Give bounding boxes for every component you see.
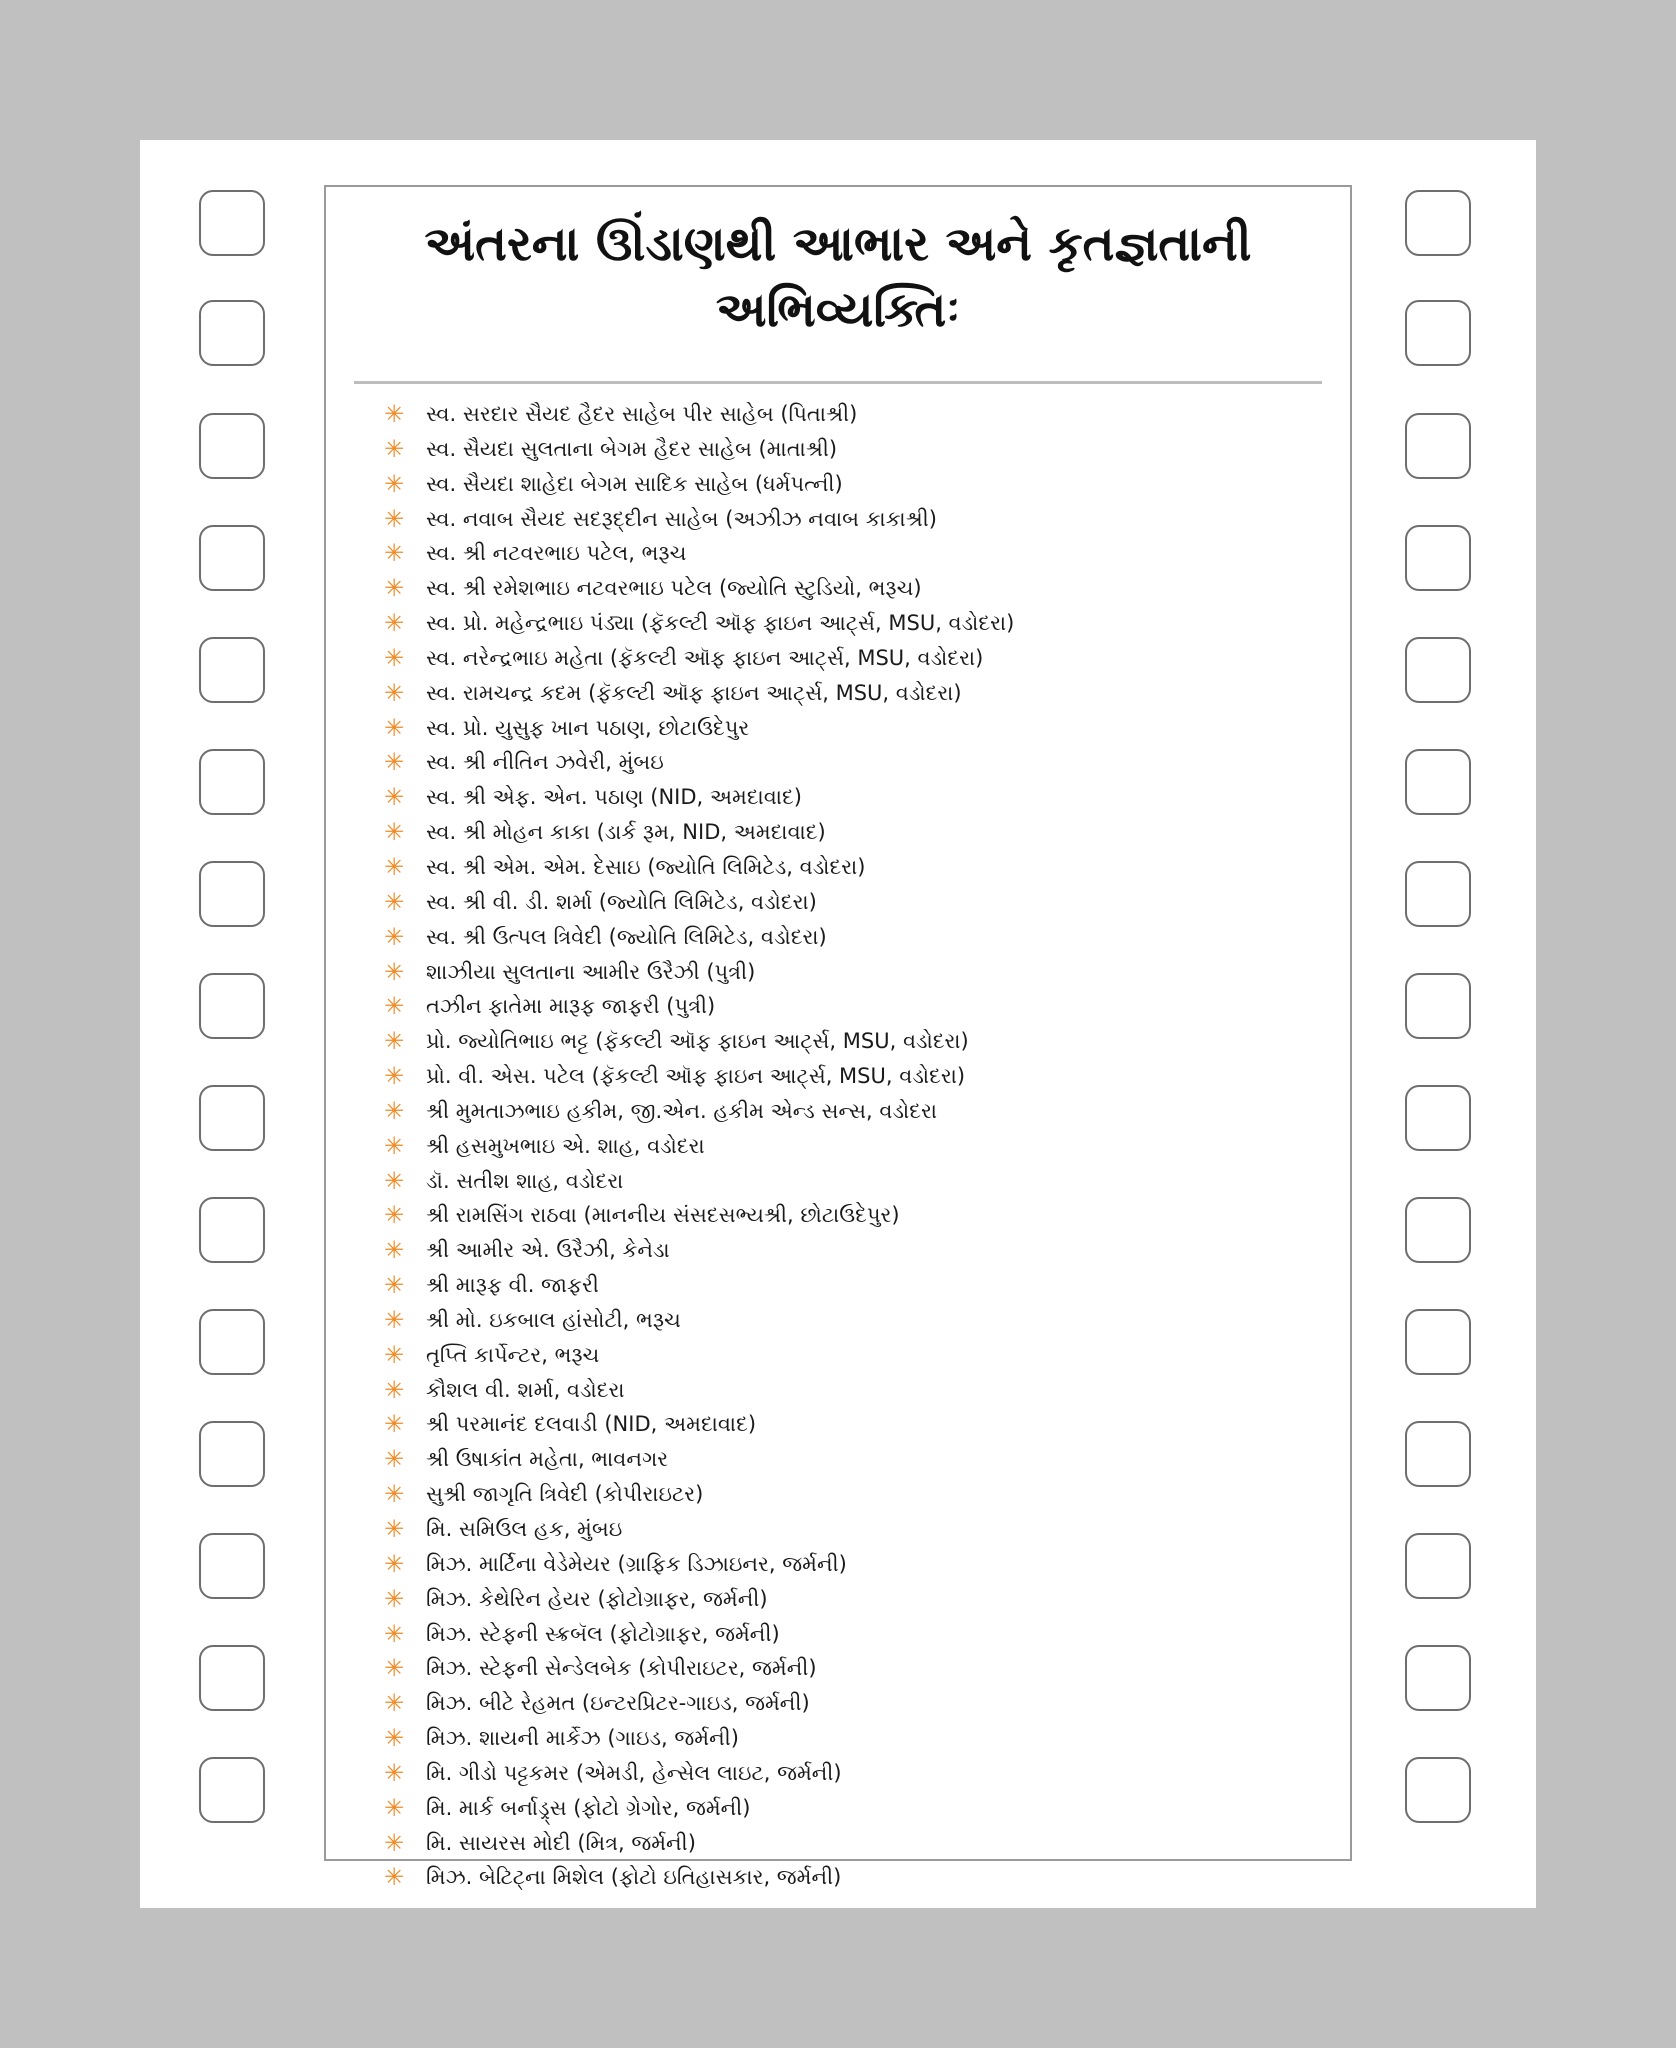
list-item: [384, 432, 1334, 467]
list-item-label: મિઝ. બેટિટ્ના મિશેલ (ફોટો ઇતિહાસકાર, જર્મની): [426, 1865, 842, 1890]
list-item-label: શ્રી ઉષાકાંત મહેતા, ભાવનગર: [426, 1447, 669, 1472]
sprocket-hole: [199, 861, 265, 927]
asterisk-flower-icon: ✳: [384, 643, 405, 672]
asterisk-flower-icon: ✳: [384, 1375, 405, 1404]
sprocket-hole: [199, 1085, 265, 1151]
list-item: [384, 1791, 1334, 1826]
list-item: [384, 745, 1334, 780]
asterisk-flower-icon: ✳: [384, 1515, 405, 1543]
list-item: [384, 502, 1334, 537]
asterisk-flower-icon: ✳: [384, 1689, 405, 1718]
sprocket-hole: [1405, 1197, 1471, 1263]
asterisk-flower-icon: ✳: [384, 1445, 405, 1474]
list-item: [384, 1617, 1334, 1652]
sprocket-hole: [1405, 1757, 1471, 1823]
asterisk-flower-icon: ✳: [384, 539, 405, 568]
list-item-label: મિઝ. શાયની માર્કેઝ (ગાઇડ, જર્મની): [426, 1726, 739, 1751]
list-item-label: સ્વ. સરદાર સૈયદ હૈદર સાહેબ પીર સાહેબ (પિતાશ્રી): [426, 402, 858, 426]
asterisk-flower-icon: ✳: [384, 1271, 405, 1300]
list-item-label: તૃપ્તિ કાર્પેન્ટર, ભરૂચ: [426, 1342, 600, 1367]
sprocket-hole: [199, 1757, 265, 1823]
list-item-label: શ્રી હસમુખભાઇ એ. શાહ, વડોદરા: [426, 1133, 705, 1158]
sprocket-hole: [199, 1197, 265, 1263]
asterisk-flower-icon: ✳: [384, 1828, 405, 1857]
list-item: [384, 606, 1334, 641]
list-item-label: શાઝીયા સુલતાના આમીર ઉરૈઝી (પુત્રી): [426, 959, 756, 984]
asterisk-flower-icon: ✳: [384, 400, 405, 428]
asterisk-flower-icon: ✳: [384, 887, 405, 916]
list-item: [384, 536, 1334, 571]
sprocket-hole: [199, 1421, 265, 1487]
list-item: [384, 711, 1334, 746]
list-item-label: શ્રી મુમતાઝભાઇ હકીમ, જી.એન. હકીમ એન્ડ સન્સ, વડોદરા: [426, 1098, 937, 1123]
asterisk-flower-icon: ✳: [384, 1131, 405, 1160]
list-item: [384, 1268, 1334, 1303]
sprocket-hole: [199, 973, 265, 1039]
asterisk-flower-icon: ✳: [384, 1305, 405, 1334]
list-item: [384, 1164, 1334, 1199]
film-sheet: [140, 140, 1536, 1908]
sprocket-hole: [1405, 1533, 1471, 1599]
list-item: [384, 955, 1334, 990]
list-item: [384, 397, 1334, 432]
list-item-label: સ્વ. શ્રી વી. ડી. શર્મા (જ્યોતિ લિમિટેડ, વડોદરા): [426, 889, 817, 914]
acknowledgement-panel: [324, 185, 1352, 1892]
list-item-label: મિઝ. સ્ટેફની સેન્ડેલબેક (કોપીરાઇટર, જર્મની): [426, 1656, 817, 1681]
list-item: [384, 1129, 1334, 1164]
list-item-label: સુશ્રી જાગૃતિ ત્રિવેદી (કોપીરાઇટર): [426, 1482, 704, 1507]
list-item: [384, 1059, 1334, 1094]
asterisk-flower-icon: ✳: [384, 783, 405, 812]
list-item-label: સ્વ. શ્રી રમેશભાઇ નટવરભાઇ પટેલ (જ્યોતિ સ્ટુડિયો, ભરૂચ): [426, 576, 922, 601]
list-item-label: મિઝ. માર્ટિના વેડેમેયર (ગ્રાફિક ડિઝાઇનર, જર્મની): [426, 1551, 847, 1576]
list-item-label: મિ. સમિઉલ હક, મુંબઇ: [426, 1517, 623, 1541]
sprocket-hole: [199, 190, 265, 256]
list-item-label: મિઝ. સ્ટેફની સ્ક્રબૅલ (ફોટોગ્રાફર, જર્મની): [426, 1621, 780, 1646]
list-item: [384, 1721, 1334, 1756]
asterisk-flower-icon: ✳: [384, 748, 405, 777]
asterisk-flower-icon: ✳: [384, 1340, 405, 1369]
list-item: [384, 1094, 1334, 1129]
sprocket-hole: [1405, 1085, 1471, 1151]
list-item: [384, 1338, 1334, 1373]
list-item-label: તઝીન ફાતેમા મારૂફ જાફરી (પુત્રી): [426, 994, 716, 1019]
list-item: [384, 1477, 1334, 1512]
list-item-label: સ્વ. શ્રી નટવરભાઇ પટેલ, ભરૂચ: [426, 541, 687, 566]
list-item-label: સ્વ. શ્રી એમ. એમ. દેસાઇ (જ્યોતિ લિમિટેડ, વડોદરા): [426, 854, 866, 879]
asterisk-flower-icon: ✳: [384, 992, 405, 1021]
sprocket-hole: [199, 525, 265, 591]
sprocket-hole: [199, 1533, 265, 1599]
list-item-label: મિ. સાયરસ મોદી (મિત્ર, જર્મની): [426, 1830, 696, 1855]
asterisk-flower-icon: ✳: [384, 1166, 405, 1195]
list-item-label: કૌશલ વી. શર્મા, વડોદરા: [426, 1377, 625, 1402]
asterisk-flower-icon: ✳: [384, 1062, 405, 1091]
page-title: અંતરના ઊંડાણથી આભાર અને કૃતજ્ઞતાની અભિવ્યક્તિઃ: [424, 216, 1252, 338]
list-item-label: શ્રી મારૂફ વી. જાફરી: [426, 1273, 599, 1298]
asterisk-flower-icon: ✳: [384, 1619, 405, 1648]
asterisk-flower-icon: ✳: [384, 1793, 405, 1822]
list-item: [384, 780, 1334, 815]
list-item: [384, 641, 1334, 676]
asterisk-flower-icon: ✳: [384, 434, 405, 463]
list-item: [384, 1373, 1334, 1408]
sprocket-hole: [199, 413, 265, 479]
list-item-label: શ્રી રામસિંગ રાઠવા (માનનીય સંસદસભ્યશ્રી, છોટાઉદેપુર): [426, 1203, 900, 1228]
list-item-label: સ્વ. પ્રો. મહેન્દ્રભાઇ પંડ્યા (ફૅકલ્ટી ઑફ ફાઇન આર્ટ્સ, MSU, વડોદરા): [426, 611, 1015, 636]
list-item: [384, 676, 1334, 711]
list-item: [384, 1407, 1334, 1442]
sprocket-hole: [1405, 1645, 1471, 1711]
list-item: [384, 1512, 1334, 1547]
sprocket-hole: [1405, 413, 1471, 479]
asterisk-flower-icon: ✳: [384, 1096, 405, 1125]
sprocket-hole: [199, 637, 265, 703]
asterisk-flower-icon: ✳: [384, 1410, 405, 1439]
asterisk-flower-icon: ✳: [384, 1480, 405, 1509]
list-item-label: સ્વ. સૈયદા સુલતાના બેગમ હૈદર સાહેબ (માતાશ્રી): [426, 436, 838, 461]
list-item-label: પ્રો. જ્યોતિભાઇ ભટ્ટ (ફૅકલ્ટી ઑફ ફાઇન આર્ટ્સ, MSU, વડોદરા): [426, 1029, 969, 1054]
sprocket-hole: [1405, 637, 1471, 703]
sprocket-hole: [1405, 525, 1471, 591]
asterisk-flower-icon: ✳: [384, 1863, 405, 1892]
asterisk-flower-icon: ✳: [384, 1027, 405, 1056]
list-item-label: શ્રી પરમાનંદ દલવાડી (NID, અમદાવાદ): [426, 1412, 757, 1437]
list-item-label: મિ. માર્ક બર્નાડ્ર્સ (ફોટો ગ્રેગોર, જર્મની): [426, 1795, 751, 1820]
list-item: [384, 989, 1334, 1024]
list-item: [384, 815, 1334, 850]
list-item-label: પ્રો. વી. એસ. પટેલ (ફૅકલ્ટી ઑફ ફાઇન આર્ટ્સ, MSU, વડોદરા): [426, 1064, 966, 1089]
list-item: [384, 1024, 1334, 1059]
list-item-label: મિઝ. બીટે રેહમત (ઇન્ટરપ્રિટર-ગાઇડ, જર્મની): [426, 1691, 810, 1716]
list-item: [384, 1686, 1334, 1721]
list-item-label: સ્વ. પ્રો. યુસુફ ખાન પઠાણ, છોટાઉદેપુર: [426, 715, 750, 740]
acknowledgement-list: [384, 397, 1334, 1895]
asterisk-flower-icon: ✳: [384, 818, 405, 847]
asterisk-flower-icon: ✳: [384, 469, 405, 498]
sprocket-hole: [199, 749, 265, 815]
list-item: [384, 920, 1334, 955]
sprocket-hole: [1405, 973, 1471, 1039]
asterisk-flower-icon: ✳: [384, 1201, 405, 1230]
list-item-label: સ્વ. રામચન્દ્ર કદમ (ફૅકલ્ટી ઑફ ફાઇન આર્ટ્સ, MSU, વડોદરા): [426, 680, 962, 705]
list-item-label: સ્વ. શ્રી એફ. એન. પઠાણ (NID, અમદાવાદ): [426, 785, 802, 810]
list-item: [384, 850, 1334, 885]
list-item: [384, 1198, 1334, 1233]
sprocket-hole: [1405, 1309, 1471, 1375]
list-item-label: ડૉ. સતીશ શાહ, વડોદરા: [426, 1168, 624, 1193]
asterisk-flower-icon: ✳: [384, 1724, 405, 1753]
title-divider: [354, 381, 1322, 384]
asterisk-flower-icon: ✳: [384, 852, 405, 881]
list-item-label: સ્વ. શ્રી નીતિન ઝવેરી, મુંબઇ: [426, 750, 664, 775]
list-item-label: મિ. ગીડો પટ્ટકમર (એમડી, હેન્સેલ લાઇટ, જર્મની): [426, 1760, 842, 1785]
asterisk-flower-icon: ✳: [384, 609, 405, 638]
list-item: [384, 1233, 1334, 1268]
sprocket-column-right: [1405, 140, 1477, 1908]
list-item: [384, 1582, 1334, 1617]
list-item: [384, 1826, 1334, 1861]
list-item: [384, 571, 1334, 606]
asterisk-flower-icon: ✳: [384, 1549, 405, 1578]
list-item-label: શ્રી આમીર એ. ઉરૈઝી, કેનેડા: [426, 1238, 670, 1263]
list-item-label: સ્વ. નરેન્દ્રભાઇ મહેતા (ફૅકલ્ટી ઑફ ફાઇન આર્ટ્સ, MSU, વડોદરા): [426, 645, 984, 670]
asterisk-flower-icon: ✳: [384, 1584, 405, 1613]
list-item: [384, 1651, 1334, 1686]
list-item: [384, 1442, 1334, 1477]
sprocket-column-left: [199, 140, 271, 1908]
sprocket-hole: [1405, 190, 1471, 256]
sprocket-hole: [1405, 300, 1471, 366]
asterisk-flower-icon: ✳: [384, 1758, 405, 1787]
list-item: [384, 1547, 1334, 1582]
asterisk-flower-icon: ✳: [384, 1236, 405, 1265]
asterisk-flower-icon: ✳: [384, 1654, 405, 1683]
sprocket-hole: [199, 1645, 265, 1711]
list-item-label: સ્વ. નવાબ સૈયદ સદરૂદ્દીન સાહેબ (અઝીઝ નવાબ કાકાશ્રી): [426, 506, 937, 531]
list-item-label: સ્વ. શ્રી મોહન કાકા (ડાર્ક રૂમ, NID, અમદાવાદ): [426, 820, 826, 845]
asterisk-flower-icon: ✳: [384, 678, 405, 707]
sprocket-hole: [199, 300, 265, 366]
sprocket-hole: [199, 1309, 265, 1375]
list-item: [384, 885, 1334, 920]
asterisk-flower-icon: ✳: [384, 504, 405, 533]
list-item: [384, 467, 1334, 502]
list-item-label: સ્વ. શ્રી ઉત્પલ ત્રિવેદી (જ્યોતિ લિમિટેડ, વડોદરા): [426, 924, 827, 949]
asterisk-flower-icon: ✳: [384, 957, 405, 986]
sprocket-hole: [1405, 1421, 1471, 1487]
asterisk-flower-icon: ✳: [384, 713, 405, 742]
asterisk-flower-icon: ✳: [384, 922, 405, 951]
list-item: [384, 1860, 1334, 1895]
list-item-label: મિઝ. કેથેરિન હેયર (ફોટોગ્રાફર, જર્મની): [426, 1586, 768, 1611]
list-item: [384, 1303, 1334, 1338]
sprocket-hole: [1405, 861, 1471, 927]
sprocket-hole: [1405, 749, 1471, 815]
list-item: [384, 1756, 1334, 1791]
list-item-label: સ્વ. સૈયદા શાહેદા બેગમ સાદિક સાહેબ (ધર્મપત્ની): [426, 471, 843, 496]
list-item-label: શ્રી મો. ઇકબાલ હાંસોટી, ભરૂચ: [426, 1307, 681, 1332]
asterisk-flower-icon: ✳: [384, 574, 405, 603]
